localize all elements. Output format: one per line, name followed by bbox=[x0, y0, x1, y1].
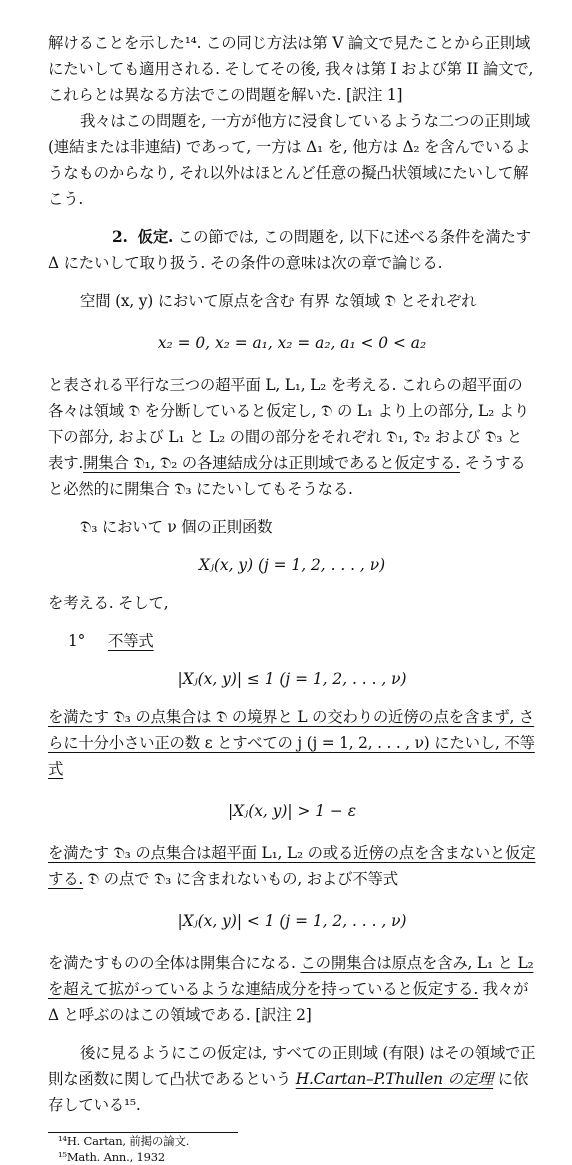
equation-hyperplanes: x₂ = 0, x₂ = a₁, x₂ = a₂, a₁ < 0 < a₂ bbox=[157, 334, 427, 352]
section-2-text: この節では, この問題を, 以下に述べる条件を満たす Δ にたいして取り扱う. その条件の意味は次の章で論じる. bbox=[48, 228, 531, 272]
paragraph-consider: を考える. そして, bbox=[48, 594, 169, 612]
item-number: 1° bbox=[68, 632, 86, 650]
underlined-assumption-component: この開集合は原点を含み, L₁ と L₂ を超えて拡がっているような連結成分を持っていると仮定する. bbox=[48, 954, 534, 998]
paragraph-functions: 𝔇₃ において ν 個の正則函数 bbox=[80, 518, 273, 536]
paragraph-hyperplanes bbox=[48, 372, 536, 502]
text-open-set: を満たすものの全体は開集合になる. bbox=[48, 954, 301, 972]
underlined-assumption-open-sets: 開集合 𝔇₁, 𝔇₂ の各連結成分は正則域であると仮定する. bbox=[83, 454, 460, 472]
paper-page bbox=[48, 30, 536, 1165]
underlined-assumption-neighborhood: を満たす 𝔇₃ の点集合は超平面 L₁, L₂ の或る近傍の点を含まないと仮定する. bbox=[48, 844, 536, 888]
text-theorem-end: に依存している¹⁵. bbox=[48, 1070, 529, 1114]
paragraph-condition-underlined: を満たす 𝔇₃ の点集合は 𝔇 の境界と L の交わりの近傍の点を含まず, さらに十分小さい正の数 ε とすべての j (j = 1, 2, . . . , ν) にたいし, 不等式 bbox=[48, 708, 535, 778]
equation-inequality-3: |Xⱼ(x, y)| < 1 (j = 1, 2, . . . , ν) bbox=[177, 912, 407, 930]
footnote-14: ¹⁴H. Cartan, 前掲の論文. bbox=[58, 1134, 190, 1148]
section-title: 仮定. bbox=[137, 228, 174, 246]
condition-item-1 bbox=[48, 628, 536, 654]
section-2-paragraph bbox=[48, 224, 536, 276]
paragraph-open-set bbox=[48, 950, 536, 1028]
equation-inequality-1: |Xⱼ(x, y)| ≤ 1 (j = 1, 2, . . . , ν) bbox=[177, 670, 407, 688]
paragraph-theorem bbox=[48, 1040, 536, 1118]
paragraph-neighborhood bbox=[48, 840, 536, 892]
paragraph-1: 解けることを示した¹⁴. この同じ方法は第 V 論文で見たことから正則域にたいしても適用される. そしてその後, 我々は第 I および第 II 論文で, これらとは異なる方法でこの問題を解いた. [訳注 1] bbox=[48, 34, 534, 104]
text-consequence: そうすると必然的に開集合 𝔇₃ にたいしてもそうなる. bbox=[48, 454, 526, 498]
equation-functions: Xⱼ(x, y) (j = 1, 2, . . . , ν) bbox=[198, 556, 386, 574]
section-number: 2. bbox=[112, 228, 128, 246]
equation-inequality-2: |Xⱼ(x, y)| > 1 − ε bbox=[228, 802, 356, 820]
text-theorem-intro: 後に見るようにこの仮定は, すべての正則域 (有限) はその領域で正則な函数に関して凸状であるという bbox=[48, 1044, 536, 1088]
text-hyperplanes: と表される平行な三つの超平面 L, L₁, L₂ を考える. これらの超平面の各々は領域 𝔇 を分断していると仮定し, 𝔇 の L₁ より上の部分, L₂ より下の部分, および L₁ と L₂ の間の部分をそれぞれ 𝔇₁, 𝔇₂ および 𝔇₃ と表す. bbox=[48, 376, 530, 472]
paragraph-2: 我々はこの問題を, 一方が他方に浸食しているような二つの正則域 (連結または非連結) であって, 一方は Δ₁ を, 他方は Δ₂ を含んでいるようなものからなり, それ以外はほとんど任意の擬凸状領域にたいして解こう. bbox=[48, 112, 531, 208]
text-delta-domain: 我々が Δ と呼ぶのはこの領域である. [訳注 2] bbox=[48, 980, 529, 1024]
text-points: 𝔇 の点で 𝔇₃ に含まれないもの, および不等式 bbox=[83, 870, 398, 888]
theorem-name: H.Cartan–P.Thullen の定理 bbox=[295, 1070, 494, 1088]
paragraph-space: 空間 (x, y) において原点を含む 有界 な領域 𝔇 とそれぞれ bbox=[80, 292, 477, 310]
item-label: 不等式 bbox=[108, 632, 154, 650]
footnote-15: ¹⁵Math. Ann., 1932 bbox=[58, 1150, 165, 1164]
